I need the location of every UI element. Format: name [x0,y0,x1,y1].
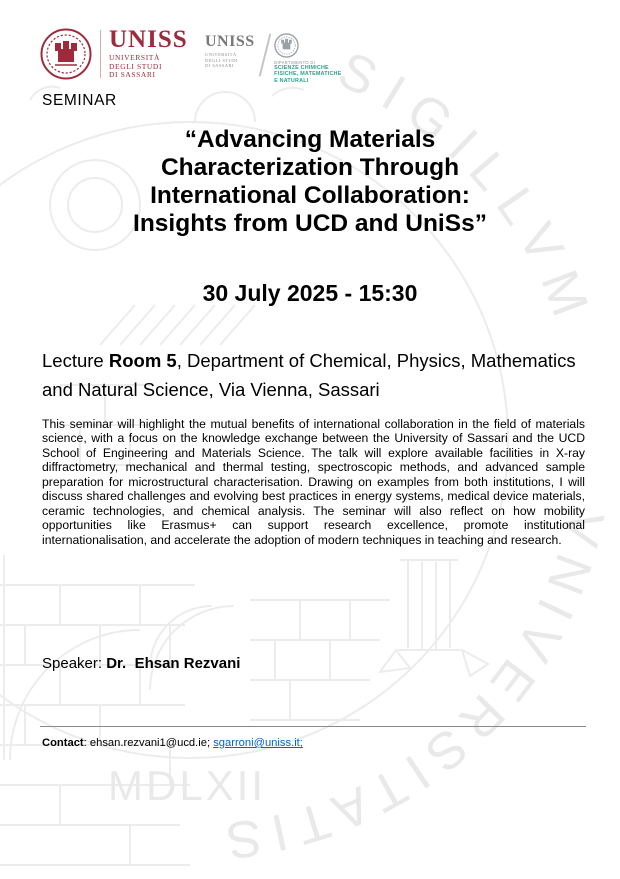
seminar-title-line: Characterization Through [160,154,460,181]
uniss-subtitle-line: DEGLI STUDI [109,61,163,71]
uniss-logo-text [109,28,188,80]
seminar-abstract: This seminar will highlight the mutual benefits of international collaboration in the field of materials science, with a focus on the knowledge exchange between the University of Sassari and the UCD School of Engineering and Materials Science. The talk will explore available facilities in X-ray diffractometry, mechanical and thermal testing, spectroscopic methods, and advanced sample preparation for microstructural characterisation. Drawing on examples from both institutions, I will discuss shared challenges and evolving best practices in energy systems, medical device materials, ceramic technologies, and chemical analysis. The seminar will also reflect on how mobility opportunities like Erasmus+ can support research excellence, promote institutional internationalisation, and accelerate the adoption of modern techniques in teaching and research. [42,417,585,547]
speaker-name: Dr. Ehsan Rezvani [106,655,241,672]
contact-line [42,737,303,749]
uniss-subtitle-line: UNIVERSITÀ [109,53,160,63]
seminar-location [42,347,588,404]
department-name [274,65,341,84]
seminar-title-line: International Collaboration: [150,182,470,209]
seminar-title-line: Insights from UCD and UniSs” [133,210,487,237]
contact-email-ucd: ehsan.rezvani1@ucd.ie; [89,737,214,749]
department-name-line: E NATURALI [274,77,309,84]
department-logo-left [205,33,255,69]
watermark-ring-text-sigillvm: SIGILLVM [329,40,604,337]
department-subtitle-line: UNIVERSITÀ [205,52,237,57]
department-uniss-wordmark: UNISS [205,33,255,50]
department-name-line: SCIENZE CHIMICHE [274,65,329,71]
uniss-wordmark: UNISS [109,26,188,54]
seminar-datetime: 30 July 2025 - 15:30 [202,280,418,306]
logo-slash-divider [258,33,270,76]
seminar-kicker: SEMINAR [42,92,117,109]
department-crest-icon [274,33,299,58]
location-prefix: Lecture [42,350,109,371]
watermark-year-text: MDLXII [108,762,267,809]
uniss-subtitle-line: DI SASSARI [109,70,156,80]
location-rest: , Department of Chemical, Physics, Mathematics and Natural Science, Via Vienna, Sassari [42,350,576,400]
department-label: DIPARTIMENTO DI [274,60,316,65]
department-uniss-subtitle [205,52,255,69]
department-subtitle-line: DI SASSARI [205,63,234,69]
watermark-ring-text-vniversitatis: VNIVERSITATIS [213,504,615,871]
contact-separator: : [83,737,90,749]
logo-divider [100,30,101,78]
uniss-subtitle [109,54,188,80]
contact-email-uniss-link[interactable]: sgarroni@uniss.it; [213,737,303,749]
department-logo [205,33,341,84]
speaker-label: Speaker: [42,655,107,672]
seminar-title [0,126,620,238]
department-name-line: FISICHE, MATEMATICHE [274,71,342,78]
seminar-title-line: “Advancing Materials [184,126,436,153]
footer-divider [40,726,586,727]
department-subtitle-line: DEGLI STUDI [205,57,238,63]
uniss-crest-icon [40,28,92,80]
uniss-logo [40,28,188,80]
department-logo-right [274,33,341,84]
contact-label: Contact [42,737,84,749]
speaker-line [42,655,240,672]
location-room: Room 5 [108,350,177,371]
